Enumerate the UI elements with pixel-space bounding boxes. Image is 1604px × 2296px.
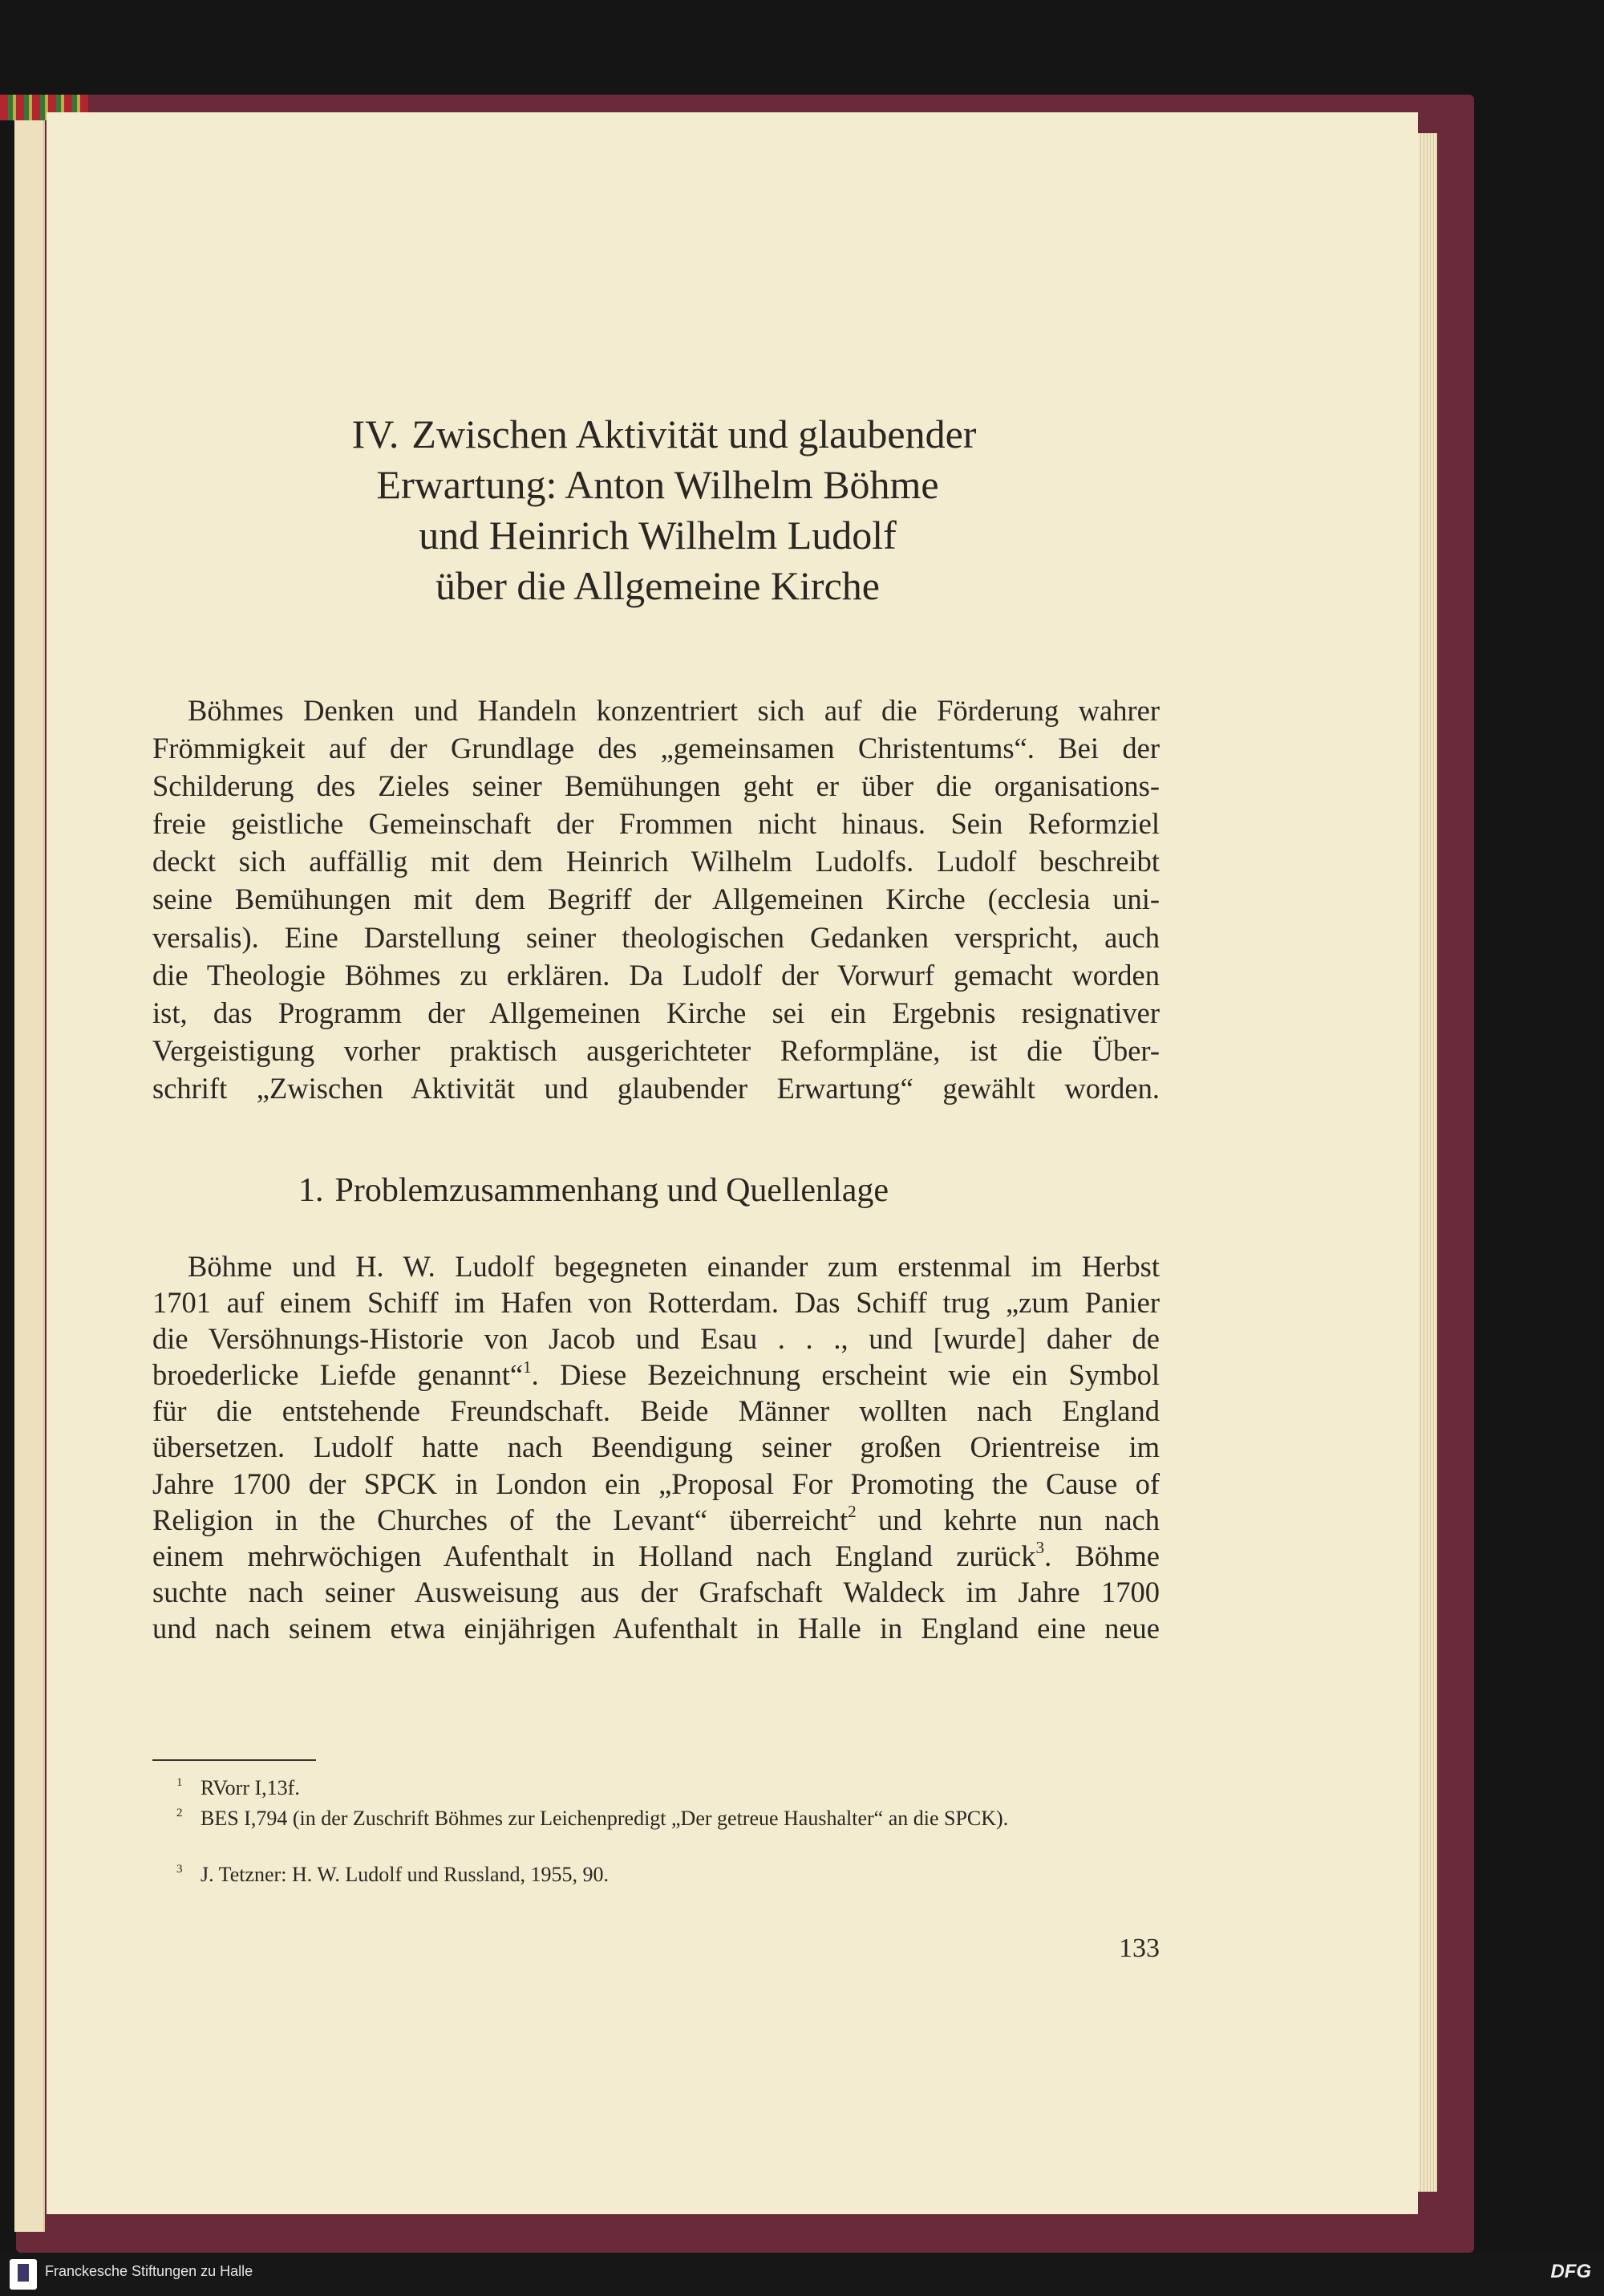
footnote: [152, 1775, 1160, 1802]
chapter-title-line: über die Allgemeine Kirche: [435, 563, 880, 608]
chapter-title: [128, 409, 1187, 611]
footnote-ref: 1: [523, 1357, 532, 1377]
page-number: 133: [1119, 1933, 1160, 1963]
text-line: Vergeistigung vorher praktisch ausgerichteter Reformpläne, ist die Über-: [152, 1033, 1160, 1067]
chapter-title-line: und Heinrich Wilhelm Ludolf: [419, 513, 897, 558]
footnote-text: RVorr I,13f.: [200, 1776, 300, 1799]
page-edges: [1418, 133, 1437, 2192]
footnote: [152, 1861, 1160, 1888]
text-line: 1701 auf einem Schiff im Hafen von Rotterdam. Das Schiff trug „zum Panier: [152, 1286, 1160, 1320]
footnote-mark: 2: [176, 1806, 183, 1819]
viewer-footer: [0, 2253, 1604, 2296]
footnote: [152, 1805, 1160, 1832]
text-line: Böhmes Denken und Handeln konzentriert sich auf die Förderung wahrer: [188, 694, 1160, 727]
footnote-ref: 3: [1035, 1538, 1045, 1558]
text-line: die Versöhnungs-Historie von Jacob und Esau . . ., und [wurde] daher de: [152, 1322, 1160, 1356]
footnote-text: BES I,794 (in der Zuschrift Böhmes zur Leichenpredigt „Der getreue Haushalter“ an die SPCK).: [200, 1807, 1009, 1830]
footnote-text: J. Tetzner: H. W. Ludolf und Russland, 1955, 90.: [200, 1863, 610, 1886]
text-line: broederlicke Liefde genannt“$^1$. Diese Bezeichnung erscheint wie ein Symbol: [152, 1357, 1160, 1392]
text-line: für die entstehende Freundschaft. Beide Männer wollten nach England: [152, 1394, 1160, 1428]
text-line: versalis). Eine Darstellung seiner theologischen Gedanken verspricht, auch: [152, 920, 1160, 954]
francke-logo-icon[interactable]: [10, 2259, 37, 2290]
chapter-number: IV.: [351, 412, 399, 456]
text-line: deckt sich auffällig mit dem Heinrich Wilhelm Ludolfs. Ludolf beschreibt: [152, 845, 1160, 878]
section-number: 1.: [298, 1172, 324, 1209]
text-line: einem mehrwöchigen Aufenthalt in Holland nach England zurück$^3$. Böhme: [152, 1538, 1160, 1572]
section-title: Problemzusammenhang und Quellenlage: [334, 1172, 889, 1209]
chapter-title-line: Zwischen Aktivität und glaubender: [411, 412, 977, 456]
text-line: Böhme und H. W. Ludolf begegneten einander zum erstenmal im Herbst: [188, 1250, 1160, 1283]
dfg-logo[interactable]: DFG: [1550, 2261, 1591, 2282]
intro-paragraph: [152, 692, 1160, 1107]
institution-name[interactable]: Franckesche Stiftungen zu Halle: [45, 2263, 253, 2279]
text-line: und nach seinem etwa einjährigen Aufenthalt in Halle in England eine neue: [152, 1611, 1160, 1645]
footnote-divider: [152, 1759, 316, 1761]
footnote-mark: 1: [176, 1775, 183, 1789]
footnote-ref: 2: [848, 1502, 857, 1522]
body-paragraph: [152, 1248, 1160, 1646]
text-line: suchte nach seiner Ausweisung aus der Grafschaft Waldeck im Jahre 1700: [152, 1575, 1160, 1608]
text-line: Jahre 1700 der SPCK in London ein „Proposal For Promoting the Cause of: [152, 1466, 1160, 1500]
text-line: übersetzen. Ludolf hatte nach Beendigung seiner großen Orientreise im: [152, 1430, 1160, 1464]
text-line: Schilderung des Zieles seiner Bemühungen geht er über die organisations-: [152, 769, 1160, 803]
footnote-mark: 3: [176, 1862, 183, 1876]
text-line: schrift „Zwischen Aktivität und glaubender Erwartung“ gewählt worden.: [152, 1071, 1160, 1105]
chapter-title-line: Erwartung: Anton Wilhelm Böhme: [376, 462, 939, 507]
text-line: die Theologie Böhmes zu erklären. Da Ludolf der Vorwurf gemacht worden: [152, 958, 1160, 992]
text-line: freie geistliche Gemeinschaft der Frommen nicht hinaus. Sein Reformziel: [152, 807, 1160, 841]
section-heading: [298, 1170, 889, 1211]
text-line: Frömmigkeit auf der Grundlage des „gemeinsamen Christentums“. Bei der: [152, 732, 1160, 765]
left-page-edge: [14, 106, 45, 2232]
text-line: Religion in the Churches of the Levant“ überreicht$^2$ und kehrte nun nach: [152, 1502, 1160, 1536]
text-line: ist, das Programm der Allgemeinen Kirche sei ein Ergebnis resignativer: [152, 996, 1160, 1029]
text-line: seine Bemühungen mit dem Begriff der Allgemeinen Kirche (ecclesia uni-: [152, 882, 1160, 916]
